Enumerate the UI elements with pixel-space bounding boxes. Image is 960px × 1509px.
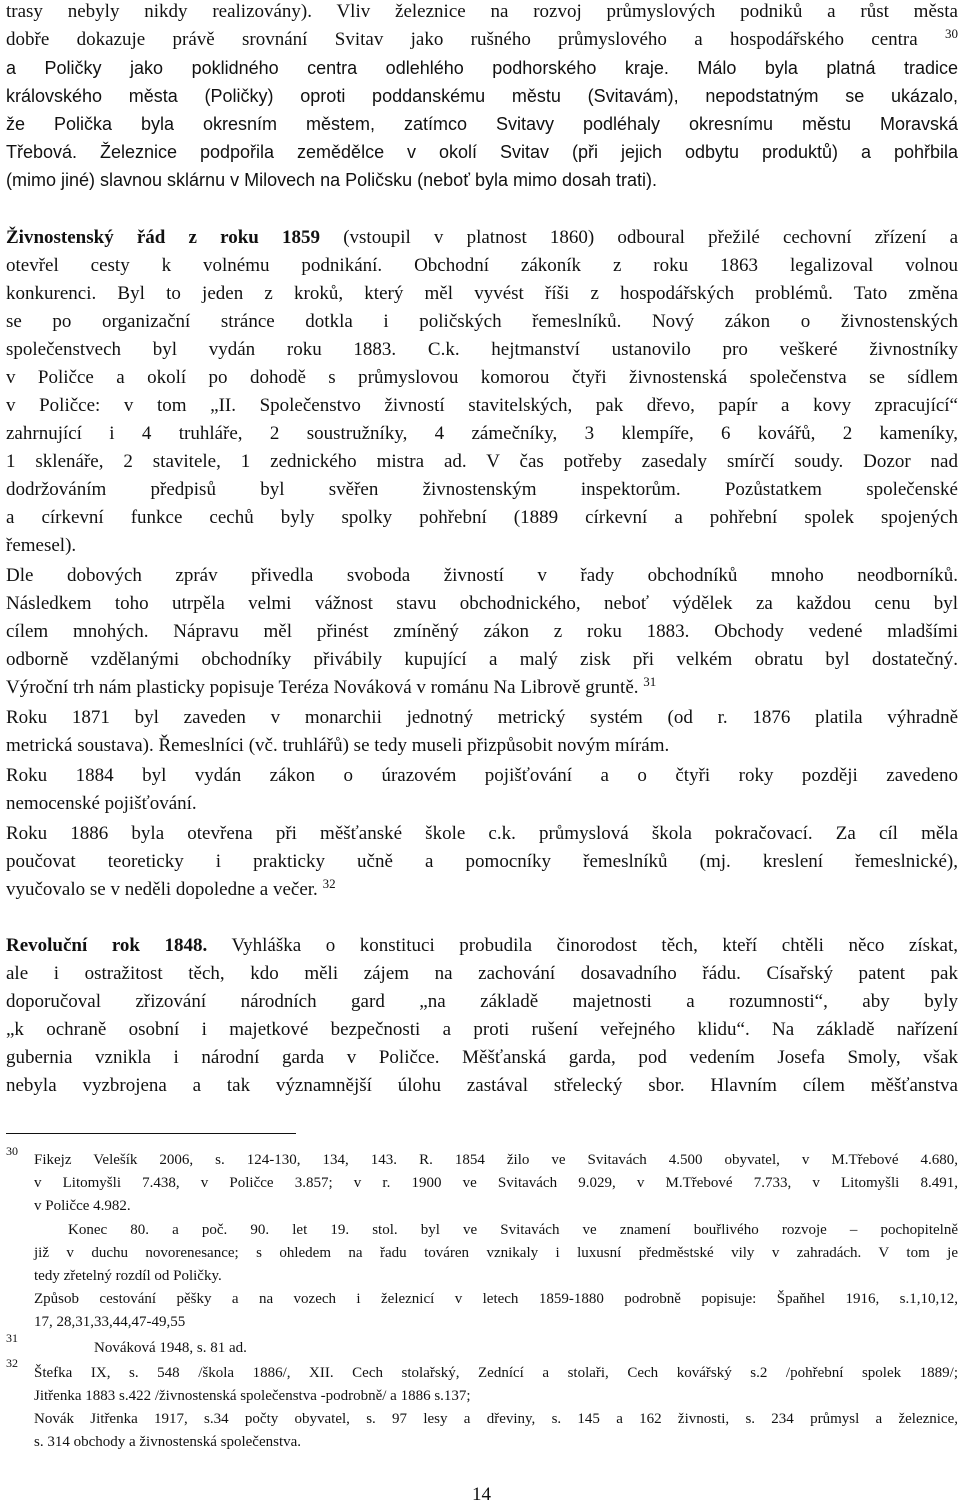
footnote-number: 30	[6, 1144, 18, 1158]
section-heading: Živnostenský řád z roku 1859	[6, 227, 321, 248]
text-line: nebyla vyzbrojena a tak významnější úlohu zastával střelecký sbor. Hlavním cílem měšťanstva	[6, 1075, 958, 1096]
footnote-line: Způsob cestování pěšky a na vozech i železnicí v letech 1859-1880 podrobně popisuje: Špaňhel 1916, s.1,10,12,	[34, 1291, 958, 1307]
text-line: konkurenci. Byl to jeden z kroků, který měl vyvést říši z hospodářských problémů. Tato změna	[6, 283, 958, 304]
footnote-ref[interactable]: 30	[945, 26, 959, 41]
text-line: se po organizační stránce dotkla i poličských řemeslníků. Nový zákon o živnostenských	[6, 311, 958, 332]
text-line: Revoluční rok 1848. Vyhláška o konstituci probudila činorodost těch, kteří chtěli něco získat,	[6, 935, 959, 956]
footnote-line: v Litomyšli 7.438, v Poličce 3.857; v r. 1900 ve Svitavách 9.029, v M.Třebové 7.733, v Litomyšli 8.491,	[34, 1175, 958, 1191]
footnote-line: v Poličce 4.982.	[34, 1198, 131, 1214]
text-line: gubernia vznikla i národní garda v Poličce. Měšťanská garda, pod vedením Josefa Smoly, však	[6, 1047, 958, 1068]
text-line: Roku 1884 byl vydán zákon o úrazovém pojišťování a o čtyři roky později zavedeno	[6, 765, 958, 786]
footnote-line: Novák Jitřenka 1917, s.34 počty obyvatel, s. 97 lesy a dřeviny, s. 145 a 162 živnosti, s. 234 průmysl a železnice,	[34, 1411, 958, 1427]
footnote-ref[interactable]: 32	[322, 876, 336, 891]
text-line: Roku 1886 byla otevřena při měšťanské škole c.k. průmyslová škola pokračovací. Za cíl měla	[6, 823, 958, 844]
footnote-line: Štefka IX, s. 548 /škola 1886/, XII. Cech stolařský, Zednící a stolaři, Cech kovářský s.2 /pohřební spolek 1889/;	[34, 1365, 958, 1381]
text-line: trasy nebyly nikdy realizovány). Vliv železnice na rozvoj průmyslových podniků a růst města	[6, 1, 958, 22]
text-line: Živnostenský řád z roku 1859 (vstoupil v platnost 1860) odboural přežilé cechovní zřízení a	[6, 227, 959, 248]
text-line: řemesel).	[6, 535, 77, 556]
footnote-line: Nováková 1948, s. 81 ad.	[94, 1340, 247, 1356]
text-line: že Polička byla okresním městem, zatímco Svitavy podléhaly okresnímu městu Moravská	[6, 114, 958, 134]
text-line: dodržováním předpisů byl svěřen živnostenským inspektorům. Pozůstatkem společenské	[6, 479, 958, 500]
text-line: dobře dokazuje právě srovnání Svitav jako rušného průmyslového a hospodářského centra $^{30}$	[6, 26, 959, 50]
text-line: poučovat teoreticky i prakticky učně a pomocníky řemeslníků (mj. kreslení řemeslnické),	[6, 851, 958, 872]
page-number: 14	[472, 1484, 491, 1505]
footnote-number: 32	[6, 1356, 18, 1370]
text-line: Výroční trh nám plasticky popisuje Teréza Nováková v románu Na Librově gruntě. $^{31}$	[6, 674, 657, 698]
text-line: a Poličky jako poklidného centra odlehlého podhorského kraje. Málo byla platná tradice	[6, 58, 958, 78]
footnote-separator	[6, 1133, 296, 1134]
footnote-line: Konec 80. a poč. 90. let 19. stol. byl ve Svitavách ve znamení bouřlivého rozvoje – pochopitelně	[68, 1222, 958, 1238]
footnote-line: Jitřenka 1883 s.422 /živnostenská společenstva -podrobně/ a 1886 s.137;	[34, 1388, 471, 1404]
text-line: ale i ostražitost těch, kdo měli zájem na zachování dosavadního řádu. Císařský patent pak	[6, 963, 958, 984]
footnote-line: Fikejz Velešík 2006, s. 124-130, 134, 143. R. 1854 žilo ve Svitavách 4.500 obyvatel, v M.Třebové 4.680,	[34, 1152, 958, 1168]
text-line: 1 sklenáře, 2 stavitele, 1 zednického mistra ad. V čas potřeby zasedaly smírčí soudy. Dozor nad	[6, 451, 958, 472]
footnote-ref[interactable]: 31	[643, 674, 657, 689]
footnote-line: již v duchu novorenesance; s ohledem na řadu továren vznikaly i luxusní předměstské vily v zahradách. V tom je	[34, 1245, 958, 1261]
text-line: cílem mnohých. Nápravu měl přinést zmíněný zákon z roku 1883. Obchody vedené mladšími	[6, 621, 958, 642]
text-line: a církevní funkce cechů byly spolky pohřební (1889 církevní a pohřební spolek spojených	[6, 507, 958, 528]
footnote-number: 31	[6, 1331, 18, 1345]
text-line: „k ochraně osobní i majetkové bezpečnosti a proti rušení veřejného klidu“. Na základě nařízení	[6, 1019, 958, 1040]
text-line: metrická soustava). Řemeslníci (vč. truhlářů) se tedy museli přizpůsobit novým mírám.	[6, 735, 670, 756]
text-line: Následkem toho utrpěla velmi vážnost stavu obchodnického, neboť výdělek za každou cenu byl	[6, 593, 958, 614]
text-line: zahrnující i 4 truhláře, 2 soustružníky, 4 zámečníky, 3 klempíře, 6 kovářů, 2 kameníky,	[6, 423, 958, 444]
text-line: Třebová. Železnice podpořila zemědělce v okolí Svitav (při jejich odbytu produktů) a pohřbila	[6, 142, 958, 162]
footnote-line: tedy zřetelný rozdíl od Poličky.	[34, 1268, 222, 1284]
text-line: odborně vzdělanými obchodníky přivábily kupující a malý zisk při velkém obratu byl dostatečný.	[6, 649, 958, 670]
text-line: královského města (Poličky) oproti poddanskému městu (Svitavám), nepodstatným se ukázalo,	[6, 86, 958, 106]
footnote-line: 17, 28,31,33,44,47-49,55	[34, 1314, 186, 1330]
text-line: Dle dobových zpráv přivedla svoboda živností v řady obchodníků mnoho neodborníků.	[6, 565, 958, 586]
text-line: otevřel cesty k volnému podnikání. Obchodní zákoník z roku 1863 legalizoval volnou	[6, 255, 958, 276]
footnote-line: s. 314 obchody a živnostenská společenstva.	[34, 1434, 302, 1450]
text-line: v Poličce a okolí po dohodě s průmyslovou komorou čtyři živnostenská společenstva se sídlem	[6, 367, 958, 388]
text-line: Roku 1871 byl zaveden v monarchii jednotný metrický systém (od r. 1876 platila výhradně	[6, 707, 958, 728]
text-line: vyučovalo se v neděli dopoledne a večer. $^{32}$	[6, 876, 336, 900]
section-heading: Revoluční rok 1848.	[6, 935, 208, 956]
text-line: doporučoval zřizování národních gard „na základě majetnosti a rozumnosti“, aby byly	[6, 991, 958, 1012]
text-line: (mimo jiné) slavnou sklárnu v Milovech na Poličsku (neboť byla mimo dosah trati).	[6, 170, 658, 190]
text-line: v Poličce: v tom „II. Společenstvo živností stavitelských, pak dřevo, papír a kovy zpracující“	[6, 395, 958, 416]
text-line: nemocenské pojišťování.	[6, 793, 197, 814]
text-line: společenstvech byl vydán roku 1883. C.k. hejtmanství ustanovilo pro veškeré živnostníky	[6, 339, 958, 360]
